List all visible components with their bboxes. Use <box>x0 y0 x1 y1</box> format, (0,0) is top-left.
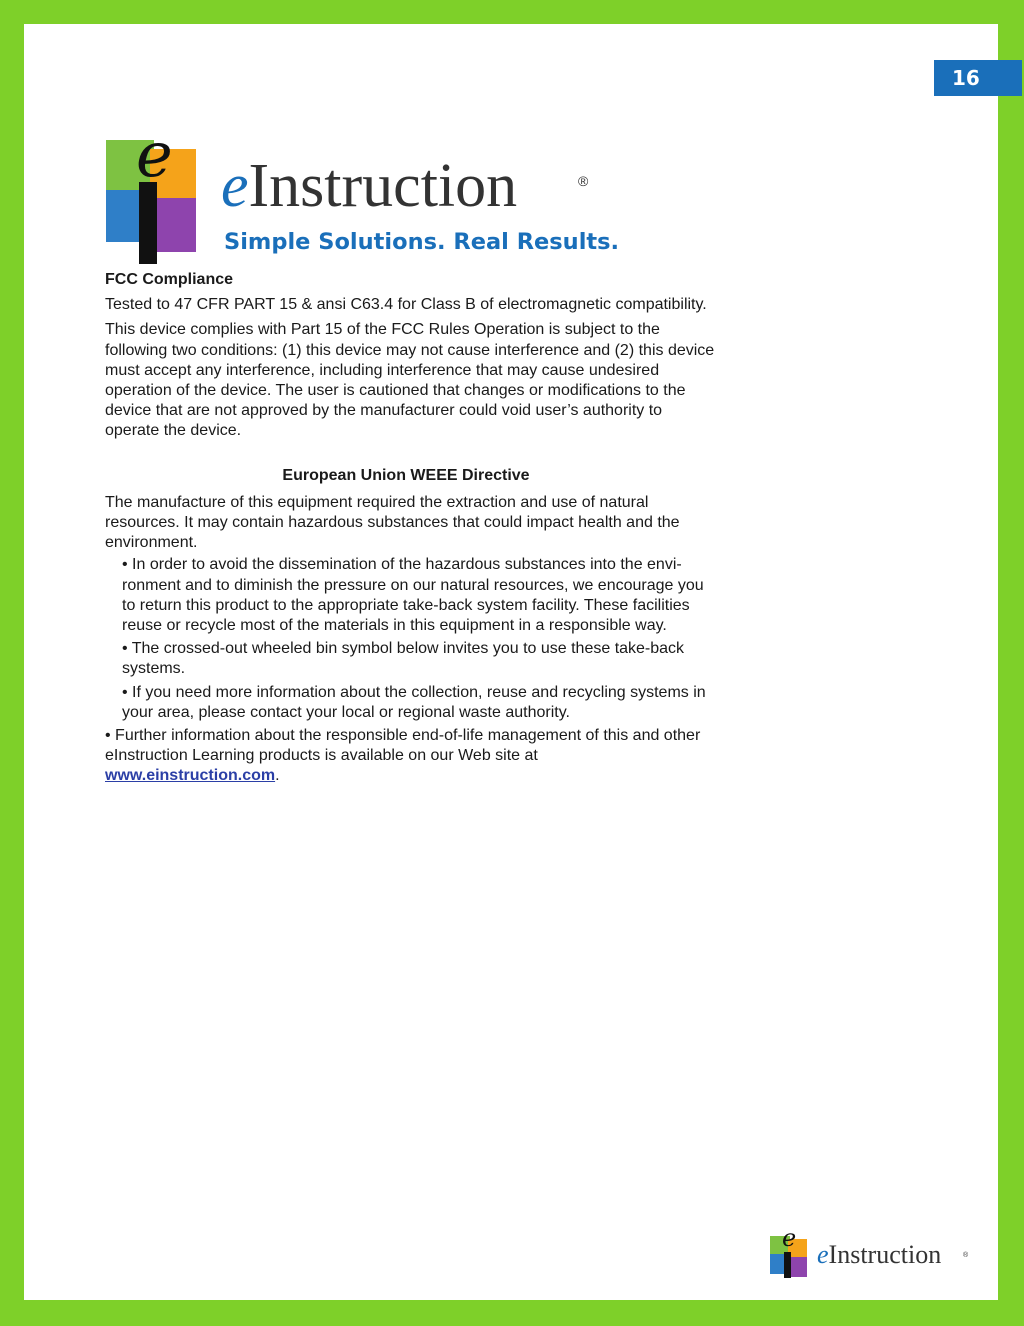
einstruction-logo <box>106 116 626 266</box>
weee-further-info <box>105 726 715 787</box>
weee-bullet-3: • If you need more information about the collection, reuse and recycling systems in your area, please contact your local or regional waste authority. <box>122 683 706 721</box>
page-number-badge: 16 <box>934 60 1022 96</box>
main-content <box>105 270 715 787</box>
weee-intro: The manufacture of this equipment required the extraction and use of natural resources. It may contain hazardous substances that could impact health and the environment. <box>105 493 680 552</box>
footer-logo-wordmark-e: e <box>817 1240 829 1269</box>
logo-wordmark <box>221 152 517 220</box>
weee-bullet-1: • In order to avoid the dissemination of the hazardous substances into the environment and to diminish the pressure on our natural resources, we encourage you to return this product to the appropriate take-back system facility. These facilities reuse or recycle most of the materials in this equipment in a responsible way. <box>122 556 704 635</box>
logo-wordmark-rest: Instruction <box>248 152 518 220</box>
einstruction-footer-logo <box>770 1222 990 1280</box>
weee-bullet-2: • The crossed-out wheeled bin symbol below invites you to use these take-back systems. <box>122 640 685 678</box>
document-page <box>24 24 998 1300</box>
logo-e-mark: e <box>136 118 173 191</box>
weee-heading: European Union WEEE Directive <box>282 466 530 484</box>
weee-further-info-text: • Further information about the responsible end-of-life management of this and other eInstruction Learning products is available on our Web site at <box>105 727 701 765</box>
footer-logo-e-mark: e <box>782 1224 797 1252</box>
footer-logo-registered: ® <box>963 1252 969 1259</box>
logo-wordmark-e: e <box>221 152 249 220</box>
fcc-paragraph-2: This device complies with Part 15 of the FCC Rules Operation is subject to the following two conditions: (1) this device may not cause interference and (2) this device must accept any interference, including interference that may cause undesired operation of the device. The user is cautioned that changes or modifications to the device that are not approved by the manufacturer could void user’s authority to operate the device. <box>105 321 715 440</box>
fcc-paragraph-1: Tested to 47 CFR PART 15 & ansi C63.4 for Class B of electromagnetic compatibility. <box>105 296 707 314</box>
final-period: . <box>275 767 280 785</box>
einstruction-website-link[interactable]: www.einstruction.com <box>105 767 276 785</box>
fcc-heading: FCC Compliance <box>105 271 234 288</box>
footer-logo-wordmark-rest: Instruction <box>828 1240 942 1269</box>
footer-logo-i-stem <box>784 1252 791 1278</box>
footer-logo-wordmark <box>817 1240 941 1269</box>
logo-registered: ® <box>578 173 589 189</box>
logo-i-stem <box>139 182 157 264</box>
logo-tagline: Simple Solutions. Real Results. <box>224 229 620 255</box>
